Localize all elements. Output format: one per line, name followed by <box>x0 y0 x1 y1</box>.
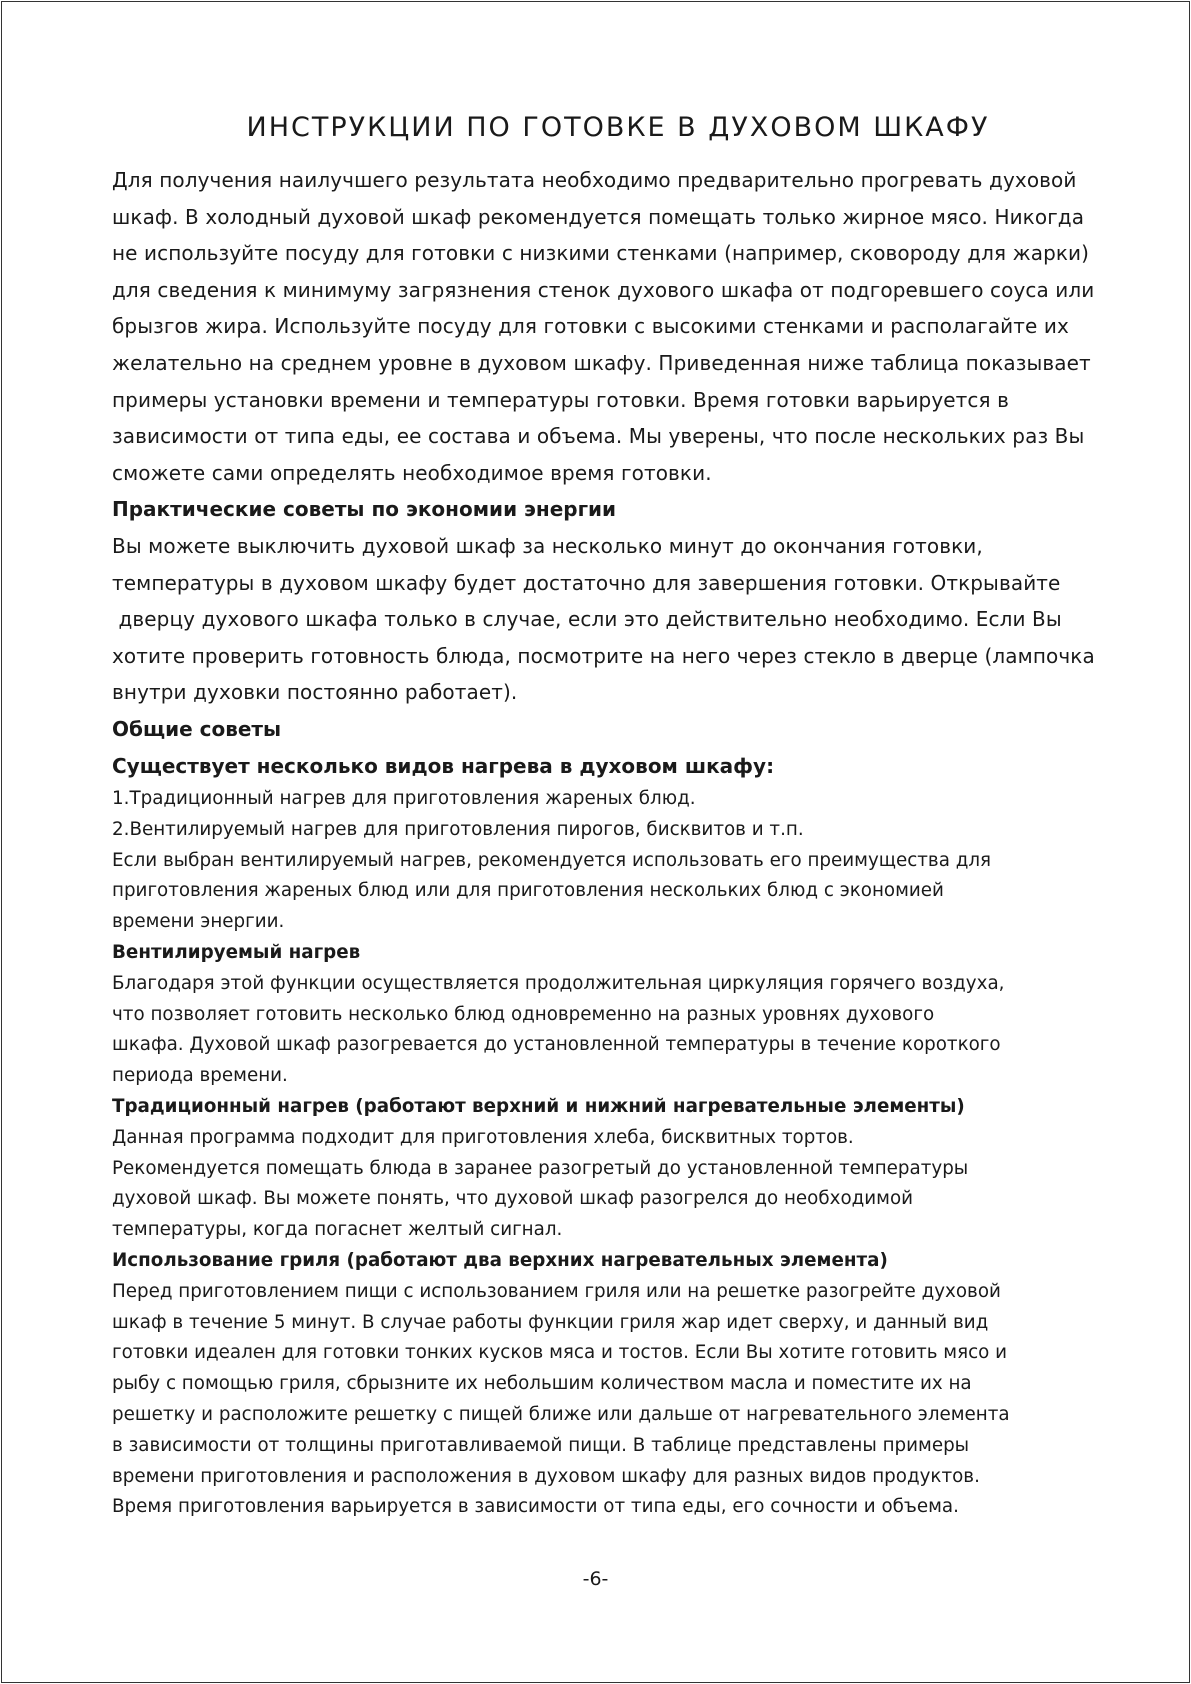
grill-line: Перед приготовлением пищи с использованием гриля или на решетке разогрейте духовой <box>112 1280 1001 1302</box>
narrow-section <box>112 784 1102 1523</box>
intro-line: сможете сами определять необходимое время готовки. <box>112 460 712 485</box>
general-heading: Общие советы <box>112 716 282 741</box>
heating-line: Если выбран вентилируемый нагрев, рекомендуется использовать его преимущества для <box>112 849 992 871</box>
intro-line: желательно на среднем уровне в духовом шкафу. Приведенная ниже таблица показывает <box>112 350 1091 375</box>
fan-paragraph <box>112 969 1102 1092</box>
energy-heading: Практические советы по экономии энергии <box>112 497 617 522</box>
heating-line: приготовления жареных блюд или для приготовления нескольких блюд с экономией <box>112 880 944 902</box>
grill-line: шкаф в течение 5 минут. В случае работы функции гриля жар идет сверху, и данный вид <box>112 1311 989 1333</box>
grill-line: в зависимости от толщины приготавливаемой пищи. В таблице представлены примеры <box>112 1434 970 1456</box>
grill-heading: Использование гриля (работают два верхних нагревательных элемента) <box>112 1250 888 1272</box>
energy-line: внутри духовки постоянно работает). <box>112 680 518 705</box>
intro-line: зависимости от типа еды, ее состава и объема. Мы уверены, что после нескольких раз Вы <box>112 424 1085 449</box>
wide-section <box>112 162 1102 784</box>
fan-line: шкафа. Духовой шкаф разогревается до установленной температуры в течение короткого <box>112 1034 1001 1056</box>
intro-line: Для получения наилучшего результата необходимо предварительно прогревать духовой <box>112 168 1077 192</box>
grill-line: рыбу с помощью гриля, сбрызните их небольшим количеством масла и поместите их на <box>112 1373 972 1395</box>
heating-line: 2.Вентилируемый нагрев для приготовления пирогов, бисквитов и т.п. <box>112 818 804 840</box>
grill-line: Время приготовления варьируется в зависимости от типа еды, его сочности и объема. <box>112 1496 959 1518</box>
heating-types-heading: Существует несколько видов нагрева в духовом шкафу: <box>112 753 775 778</box>
energy-line: хотите проверить готовность блюда, посмотрите на него через стекло в дверце (лампочка <box>112 643 1095 668</box>
fan-line: периода времени. <box>112 1065 288 1087</box>
fan-line: Благодаря этой функции осуществляется продолжительная циркуляция горячего воздуха, <box>112 972 1005 994</box>
grill-line: решетку и расположите решетку с пищей ближе или дальше от нагревательного элемента <box>112 1404 1010 1426</box>
traditional-paragraph <box>112 1123 1102 1246</box>
heating-line: 1.Традиционный нагрев для приготовления жареных блюд. <box>112 788 696 810</box>
fan-line: что позволяет готовить несколько блюд одновременно на разных уровнях духового <box>112 1003 935 1025</box>
energy-line: температуры в духовом шкафу будет достаточно для завершения готовки. Открывайте <box>112 570 1061 595</box>
traditional-line: Данная программа подходит для приготовления хлеба, бисквитных тортов. <box>112 1126 854 1148</box>
intro-line: примеры установки времени и температуры готовки. Время готовки варьируется в <box>112 387 1009 412</box>
fan-heading: Вентилируемый нагрев <box>112 942 361 964</box>
intro-paragraph <box>112 162 1102 491</box>
grill-line: времени приготовления и расположения в духовом шкафу для разных видов продуктов. <box>112 1465 980 1487</box>
heating-line: времени энергии. <box>112 911 285 933</box>
energy-paragraph <box>112 528 1102 711</box>
energy-line: дверцу духового шкафа только в случае, если это действительно необходимо. Если Вы <box>112 607 1062 632</box>
document-body <box>112 110 1102 1523</box>
intro-line: не используйте посуду для готовки с низкими стенками (например, сковороду для жарки) <box>112 241 1090 266</box>
intro-line: для сведения к минимуму загрязнения стенок духового шкафа от подгоревшего соуса или <box>112 277 1095 302</box>
intro-line: брызгов жира. Используйте посуду для готовки с высокими стенками и располагайте их <box>112 314 1069 339</box>
traditional-line: духовой шкаф. Вы можете понять, что духовой шкаф разогрелся до необходимой <box>112 1188 914 1210</box>
energy-line: Вы можете выключить духовой шкаф за несколько минут до окончания готовки, <box>112 533 983 558</box>
heating-types-paragraph <box>112 784 1102 938</box>
grill-line: готовки идеален для готовки тонких кусков мяса и тостов. Если Вы хотите готовить мясо и <box>112 1342 1008 1364</box>
intro-line: шкаф. В холодный духовой шкаф рекомендуется помещать только жирное мясо. Никогда <box>112 204 1085 229</box>
traditional-heading: Традиционный нагрев (работают верхний и нижний нагревательные элементы) <box>112 1096 965 1118</box>
traditional-line: Рекомендуется помещать блюда в заранее разогретый до установленной температуры <box>112 1157 969 1179</box>
page-number: -6- <box>582 1568 609 1590</box>
traditional-line: температуры, когда погаснет желтый сигнал. <box>112 1219 563 1241</box>
grill-paragraph <box>112 1277 1102 1523</box>
page-title: ИНСТРУКЦИИ ПО ГОТОВКЕ В ДУХОВОМ ШКАФУ <box>246 112 990 143</box>
